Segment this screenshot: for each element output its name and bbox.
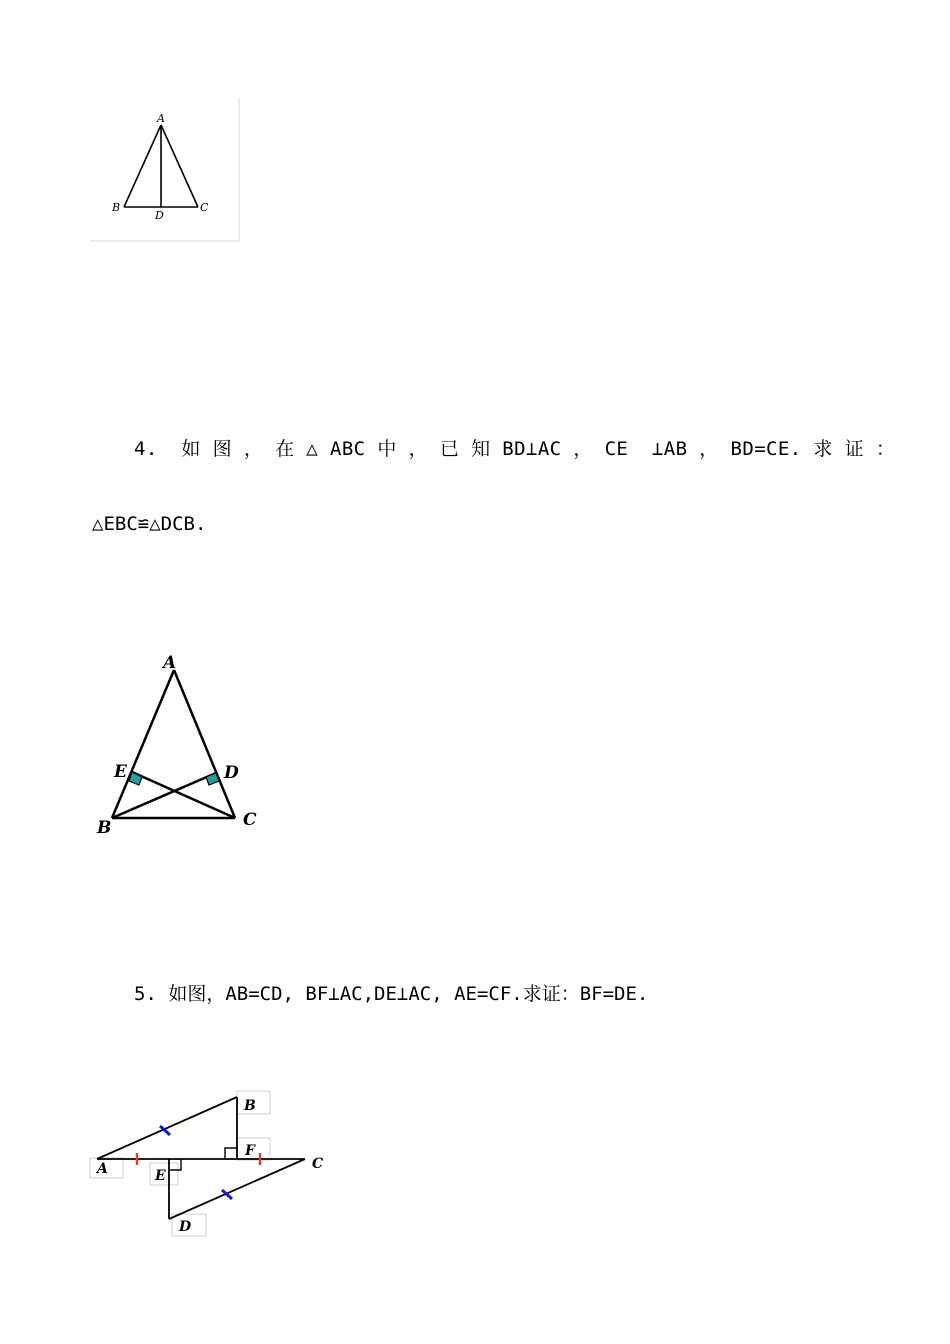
vertex-label-d: D xyxy=(224,763,239,783)
vertex-label-e: E xyxy=(155,1168,166,1184)
right-angle-mark-d xyxy=(206,773,219,785)
vertex-label-d: D xyxy=(179,1219,192,1235)
segment-cd xyxy=(169,1159,305,1219)
right-angle-mark-e xyxy=(169,1159,181,1170)
side-ac xyxy=(161,125,198,207)
figure-triangle-altitudes xyxy=(92,650,272,840)
right-angle-mark-f xyxy=(225,1148,237,1159)
vertex-label-b: B xyxy=(112,201,121,214)
problem4-statement-line1: 4. 如 图 ， 在 △ ABC 中 ， 已 知 BD⊥AC ， CE ⊥AB ， BD=CE. 求 证 ： xyxy=(134,438,896,460)
vertex-label-f: F xyxy=(245,1143,255,1159)
vertex-label-a: A xyxy=(157,112,165,125)
vertex-label-b: B xyxy=(244,1098,256,1114)
figure-parallel-triangles xyxy=(88,1088,338,1243)
segment-ab xyxy=(97,1097,237,1159)
problem4-statement-line2: △EBC≌△DCB. xyxy=(92,513,207,535)
right-angle-mark-e xyxy=(129,772,142,785)
vertex-label-c: C xyxy=(200,201,209,214)
problem5-statement: 5. 如图，AB=CD, BF⊥AC,DE⊥AC, AE=CF.求证：BF=DE. xyxy=(134,983,649,1005)
vertex-label-e: E xyxy=(114,762,127,782)
vertex-label-b: B xyxy=(97,818,112,838)
vertex-label-c: C xyxy=(312,1156,324,1172)
vertex-label-a: A xyxy=(97,1161,108,1177)
side-ab xyxy=(124,125,161,207)
vertex-label-d: D xyxy=(155,209,164,222)
vertex-label-a: A xyxy=(163,653,177,673)
figure-triangle-abd xyxy=(88,96,243,246)
vertex-label-c: C xyxy=(243,810,257,830)
